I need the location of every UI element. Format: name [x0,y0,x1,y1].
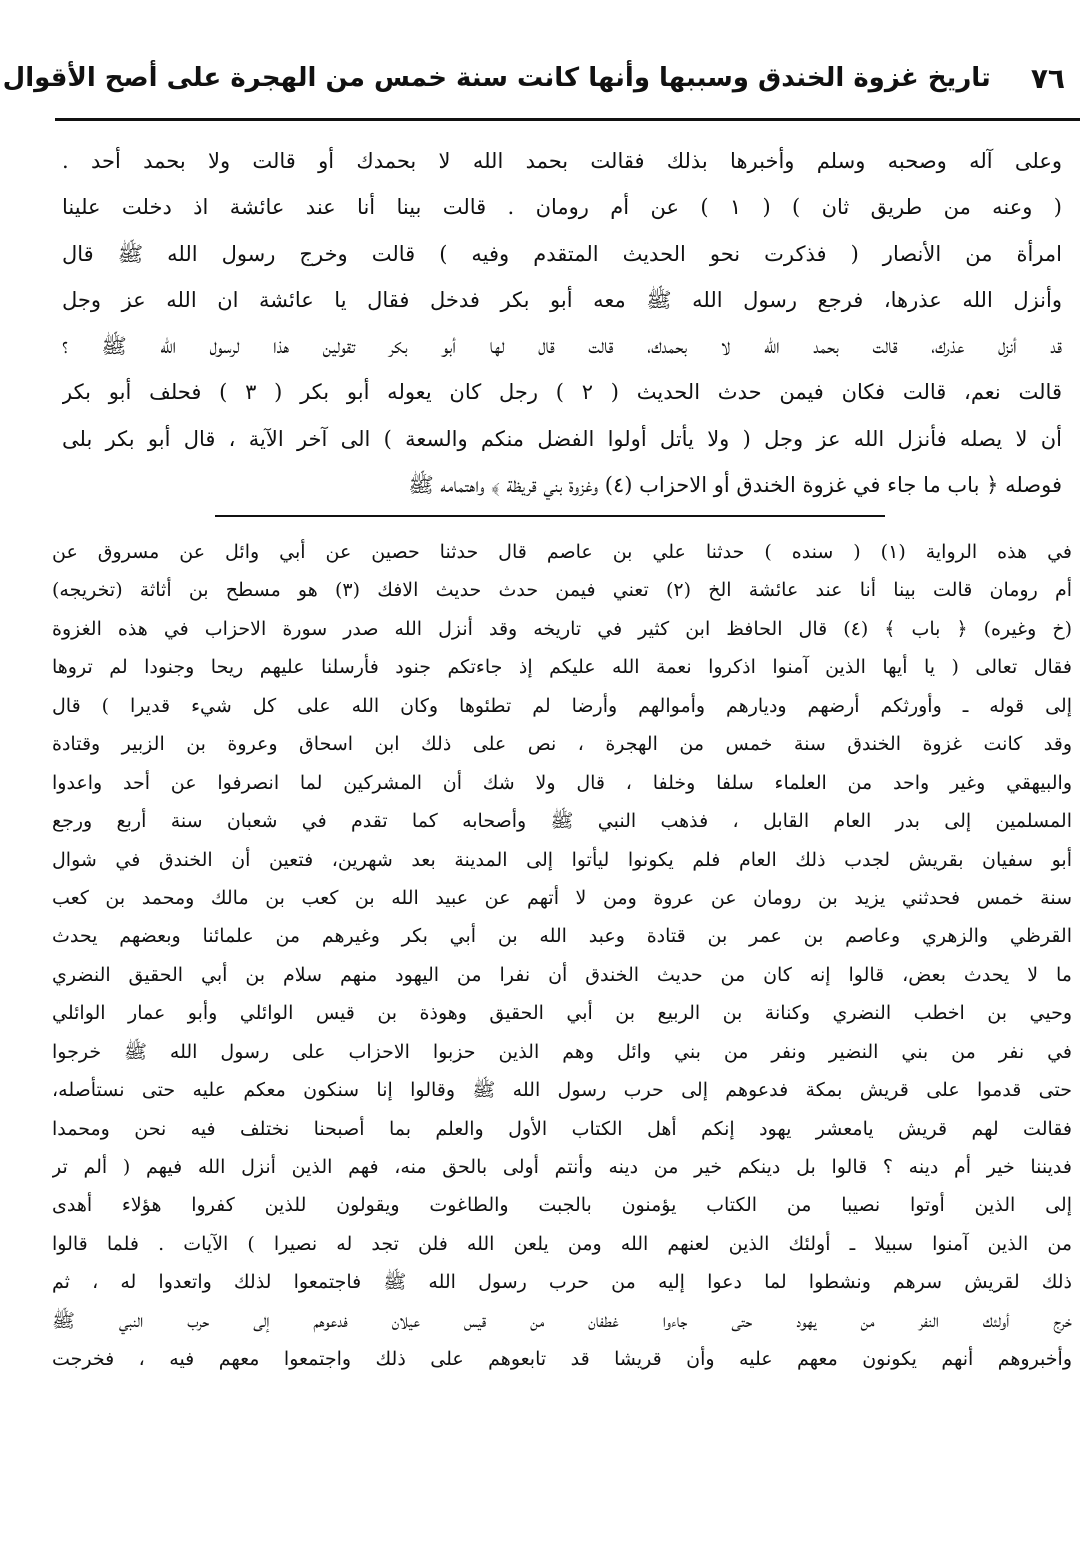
footnote-line: سنة خمس فحدثني يزيد بن رومان عن عروة ومن لا أتهم عن عبيد الله بن كعب بن مالك ومحمد بن كعب [52,886,1072,909]
footnote-line: أم رومان قالت بينا أنا عند عائشة الخ (٢) تعني فيمن حدث حديث الافك (٣) هو مسطح بن أثاثة (تخريجه) [52,579,1072,602]
footnote-line: (خ وغيره) ﴿ باب ﴾ (٤) قال الحافظ ابن كثير في تاريخه وقد أنزل الله صدر سورة الاحزاب في هذه الغزوة [52,617,1072,640]
footnote-line: وأخبروهم أنهم يكونون معهم عليه وأن قريشا قد تابعوهم على ذلك واجتمعوا معهم فيه ، فخرجت [52,1348,1072,1371]
footnote-line: وقد كانت غزوة الخندق سنة خمس من الهجرة ، نص على ذلك ابن اسحاق وعروة بن الزبير وقتادة [52,733,1072,756]
footnotes [52,533,1072,1379]
main-text-line: فوصله ﴿ باب ما جاء في غزوة الخندق أو الاحزاب (٤) وغزوة بني قريظة ﴾ واهتمامه ﷺ [408,473,1062,498]
footnote-line: أبو سفيان بقريش لجدب ذلك العام فلم يكونوا ليأتوا إلى المدينة بعد شهرين، فتعين أن الخندق في شوال [52,848,1072,871]
main-text-line: امرأة من الأنصار ( فذكرت نحو الحديث المتقدم وفيه ) قالت وخرج رسول الله ﷺ قال [62,241,1062,266]
footnote-line: من الذين آمنوا سبيلا ـ أولئك الذين لعنهم الله ومن يلعن الله فلن تجد له نصيرا ) الآيات . فلما قالوا [52,1232,1072,1255]
footnote-line: وحيي بن اخطب النضري وكنانة بن الربيع بن أبي الحقيق وهوذة بن قيس الوائلي وأبو عمار الوائلي [52,1002,1072,1025]
footnote-line: في نفر من بني النضير ونفر من بني وائل وهم الذين حزبوا الاحزاب على رسول الله ﷺ خرجوا [52,1040,1072,1063]
header-divider [55,118,1080,121]
main-text-line: قالت نعم، قالت فكان فيمن حدث الحديث ( ٢ ) رجل كان يعوله أبو بكر ( ٣ ) فحلف أبو بكر [62,380,1062,405]
footnote-line: حتى قدموا على قريش بمكة فدعوهم إلى حرب رسول الله ﷺ وقالوا إنا سنكون معكم عليه حتى نستأصله، [52,1079,1072,1102]
main-text-line: ( وعنه من طريق ثان ) ( ١ ) عن أم رومان . قالت بينا أنا عند عائشة اذ دخلت علينا [62,195,1062,220]
footnote-divider [215,515,885,517]
footnote-line: المسلمين إلى بدر العام القابل ، فذهب النبي ﷺ وأصحابه كما تقدم في شعبان سنة أربع ورجع [52,810,1072,833]
footnote-line: خرج أولئك النفر من يهود حتى جاءوا غطفان من قيس عيلان فدعوهم إلى حرب النبي ﷺ [52,1309,1072,1332]
footnote-line: إلى الذين أوتوا نصيبا من الكتاب يؤمنون بالجبت والطاغوت ويقولون للذين كفروا هؤلاء أهدى [52,1194,1072,1217]
main-text [62,138,1062,508]
footnote-line: في هذه الرواية (١) ( سنده ) حدثنا علي بن عاصم قال حدثنا حصين عن أبي وائل عن مسروق عن [52,541,1072,563]
footnote-line: القرظي والزهري وعاصم بن عمر بن قتادة وعبد الله بن أبي بكر وغيرهم من علمائنا وبعضهم يحدث [52,925,1072,948]
main-text-line: وأنزل الله عذرها، فرجع رسول الله ﷺ معه أبو بكر فدخل فقال يا عائشة ان الله عز وجل [62,287,1062,312]
footnote-line: إلى قوله ـ وأورثكم أرضهم وديارهم وأموالهم وأرضا لم تطئوها وكان الله على كل شيء قديرا ) قال [52,694,1072,717]
main-text-line: قد أنزل عذرك، قالت بحمد الله لا بحمدك، قالت قال لها أبو بكر تقولين هذا لرسول الله ﷺ ؟ [62,334,1062,359]
footnote-line: ذلك لقريش سرهم ونشطوا لما دعوا إليه من حرب رسول الله ﷺ فاجتمعوا لذلك واتعدوا له ، ثم [52,1271,1072,1294]
footnote-line: فقالت لهم قريش يامعشر يهود إنكم أهل الكتاب الأول والعلم بما أصبحنا نختلف فيه نحن ومحمدا [52,1117,1072,1140]
footnote-line: فديننا خير أم دينه ؟ قالوا بل دينكم خير من دينه وأنتم أولى بالحق منه، فهم الذين أنزل الله فيهم ( ألم تر [52,1156,1072,1178]
main-text-line: أن لا يصله فأنزل الله عز وجل ( ولا يأتل أولوا الفضل منكم والسعة ) الى آخر الآية ، قال أبو بكر بلى [62,426,1062,451]
footnote-line: ما لا يحدث بعض، قالوا إنه كان من حديث الخندق أن نفرا من اليهود منهم سلام بن أبي الحقيق النضري [52,963,1072,986]
main-text-line: وعلى آله وصحبه وسلم وأخبرها بذلك فقالت بحمد الله لا بحمدك أو قالت ولا بحمد أحد . [62,149,1062,173]
page-number: ٧٦ [1030,61,1065,95]
footnote-line: والبيهقي وغير واحد من العلماء سلفا وخلفا ، قال ولا شك أن المشركين لما انصرفوا عن أحد واعدوا [52,771,1072,794]
footnote-line: فقال تعالى ( يا أيها الذين آمنوا اذكروا نعمة الله عليكم إذ جاءتكم جنود فأرسلنا عليهم ريحا وجنودا لم تروها [52,656,1072,679]
page-header [2,48,1065,108]
running-title: تاريخ غزوة الخندق وسببها وأنها كانت سنة خمس من الهجرة على أصح الأقوال [2,63,991,93]
